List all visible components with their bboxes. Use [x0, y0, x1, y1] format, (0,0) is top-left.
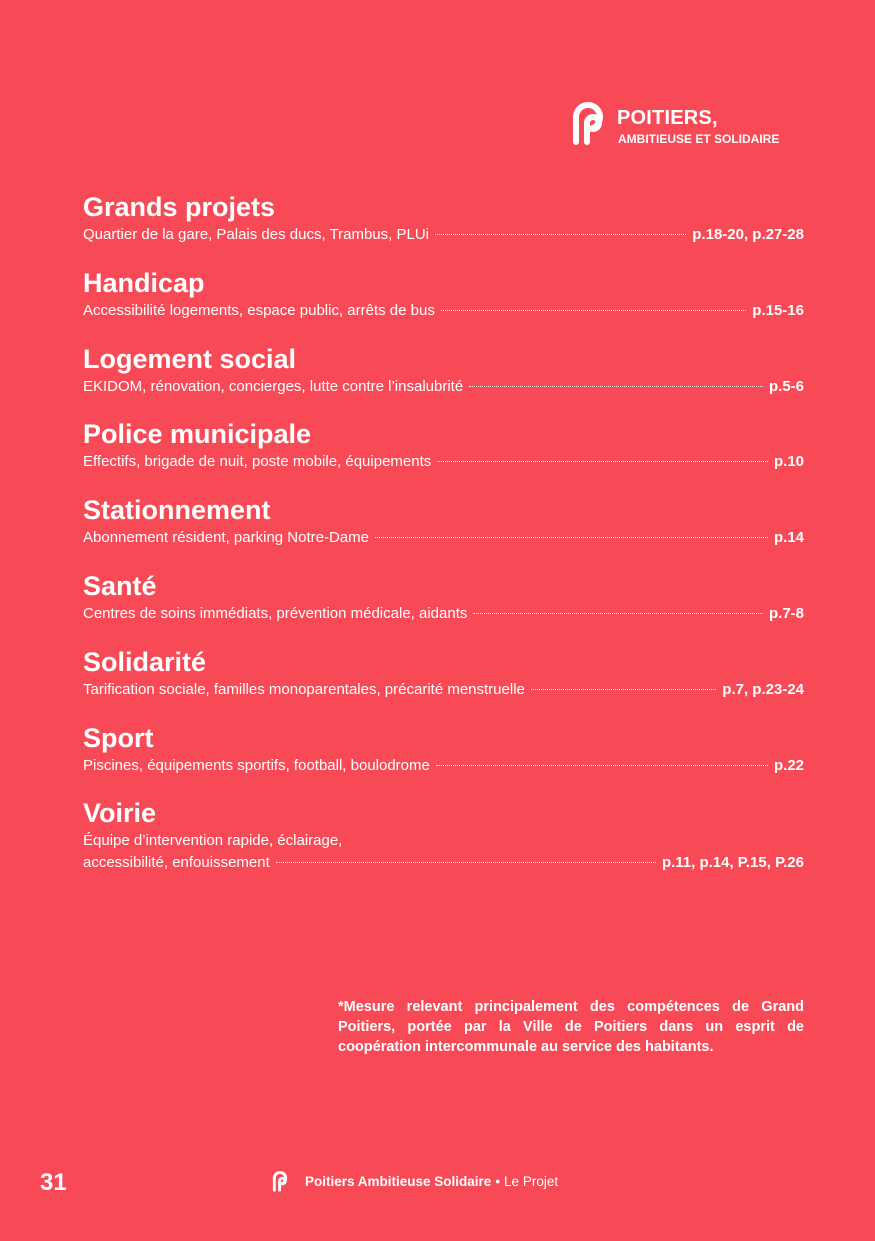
- header-logo: [567, 102, 807, 146]
- entry-description: accessibilité, enfouissement: [83, 854, 270, 872]
- index-entry: [83, 645, 804, 721]
- entry-title: Handicap: [83, 267, 205, 298]
- pa-logo-icon: [270, 1171, 292, 1192]
- entry-description: Centres de soins immédiats, prévention médicale, aidants: [83, 604, 468, 622]
- entry-title: Sport: [83, 722, 154, 753]
- entry-page-ref: p.18-20, p.27-28: [692, 226, 804, 243]
- entry-title: Grands projets: [83, 192, 276, 222]
- entry-title: Santé: [83, 570, 157, 601]
- entry-description: Tarification sociale, familles monoparentales, précarité menstruelle: [83, 680, 525, 698]
- dot-leader: [436, 765, 768, 766]
- entry-description: Accessibilité logements, espace public, arrêts de bus: [83, 301, 435, 319]
- index-entry: [83, 190, 804, 266]
- entry-title: Logement social: [83, 343, 297, 374]
- index-entry: [83, 493, 804, 569]
- entry-page-ref: p.7, p.23-24: [722, 680, 804, 698]
- dot-leader: [469, 386, 763, 387]
- entry-title: Stationnement: [83, 495, 271, 526]
- footnote: *Mesure relevant principalement des compétences de Grand Poitiers, portée par la Ville de Poitiers dans un esprit de coopération intercommunale au service des habitants.: [338, 999, 804, 1055]
- logo-title: POITIERS,: [617, 107, 718, 129]
- entry-page-ref: p.5-6: [768, 377, 804, 395]
- index-entry: [83, 342, 804, 418]
- dot-leader: [375, 537, 768, 538]
- dot-leader: [437, 461, 768, 462]
- footer-separator: •: [495, 1173, 501, 1189]
- dot-leader: [441, 310, 746, 311]
- logo-subtitle: AMBITIEUSE ET SOLIDAIRE: [618, 132, 780, 146]
- entry-title: Voirie: [83, 798, 157, 829]
- entry-page-ref: p.11, p.14, P.15, P.26: [661, 854, 804, 872]
- page-number: 31: [40, 1169, 67, 1196]
- index-entry: [83, 796, 804, 872]
- footer-brand: Poitiers Ambitieuse Solidaire: [305, 1173, 492, 1189]
- entry-page-ref: p.22: [773, 756, 804, 774]
- pa-logo-icon: [567, 102, 613, 146]
- dot-leader: [276, 862, 656, 863]
- entry-description: Piscines, équipements sportifs, football, boulodrome: [83, 756, 430, 774]
- entry-description: Effectifs, brigade de nuit, poste mobile, équipements: [83, 453, 432, 471]
- entry-description: Quartier de la gare, Palais des ducs, Trambus, PLUi: [83, 226, 429, 243]
- entry-page-ref: p.14: [773, 529, 804, 547]
- entry-page-ref: p.7-8: [768, 604, 804, 622]
- entry-title: Solidarité: [83, 646, 207, 677]
- index-entry: [83, 721, 804, 797]
- entry-page-ref: p.10: [773, 453, 804, 471]
- index-entry: [83, 266, 804, 342]
- dot-leader: [435, 234, 686, 235]
- entry-page-ref: p.15-16: [752, 301, 804, 319]
- entry-description-line1: Équipe d’intervention rapide, éclairage,: [83, 832, 343, 850]
- page-footer: [270, 1170, 558, 1192]
- index-entry: [83, 569, 804, 645]
- entry-description: EKIDOM, rénovation, concierges, lutte contre l’insalubrité: [83, 377, 464, 395]
- thematic-index: [83, 190, 804, 872]
- dot-leader: [473, 613, 763, 614]
- footer-section: Le Projet: [504, 1173, 559, 1189]
- dot-leader: [531, 689, 716, 690]
- index-entry: [83, 417, 804, 493]
- entry-description: Abonnement résident, parking Notre-Dame: [83, 529, 369, 547]
- entry-title: Police municipale: [83, 419, 312, 450]
